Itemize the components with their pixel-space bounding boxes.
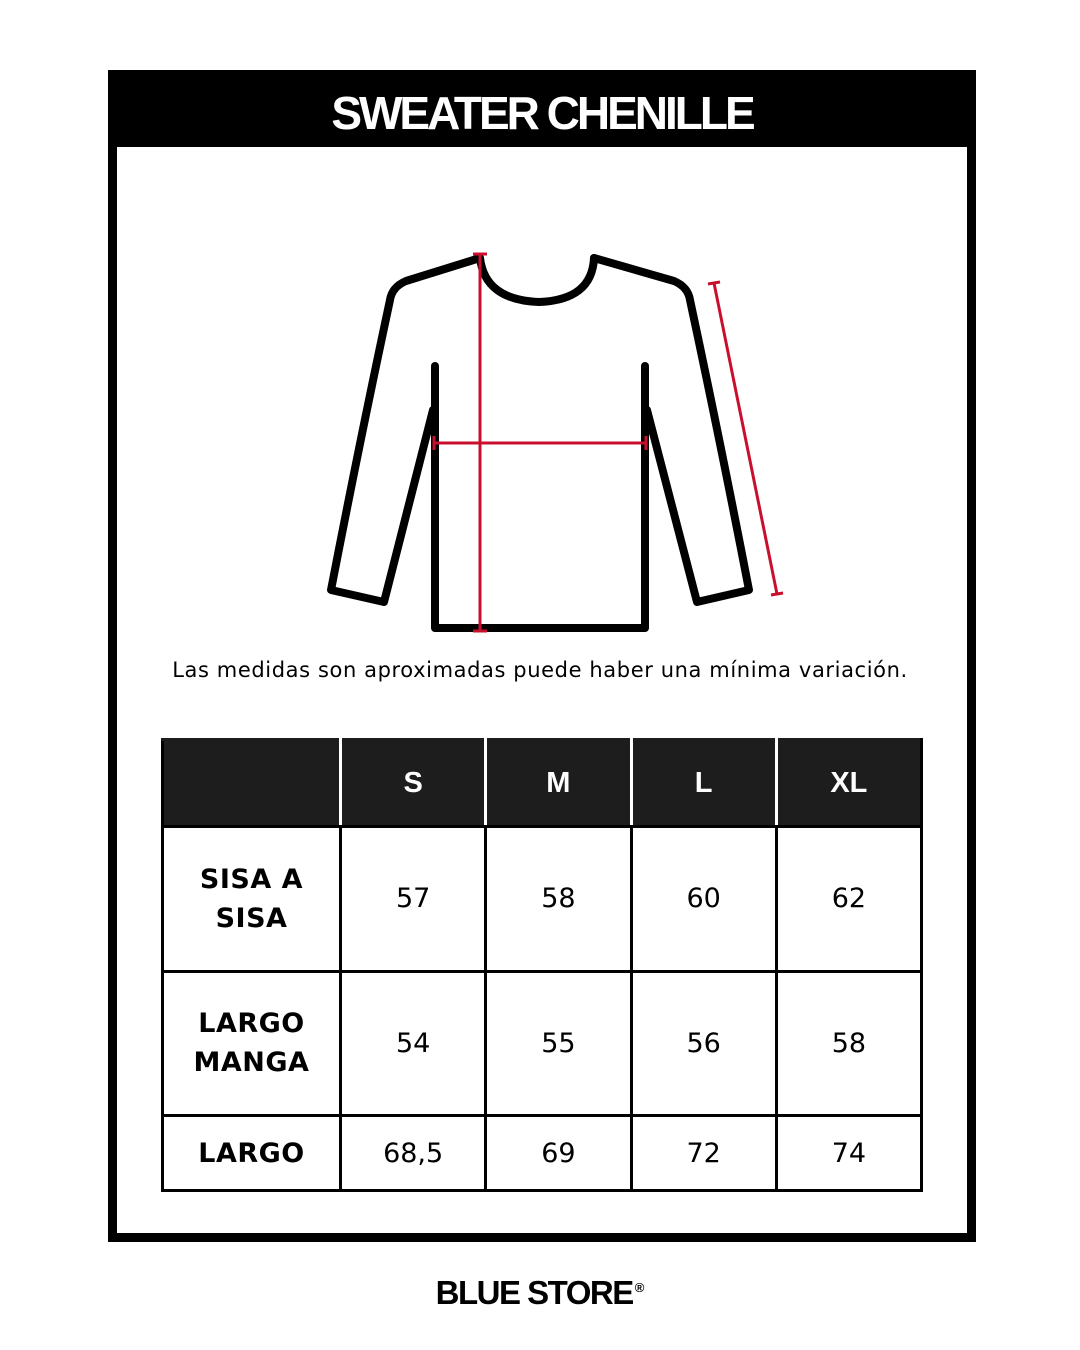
table-row bbox=[163, 1116, 922, 1191]
table-cell: 62 bbox=[776, 827, 921, 972]
brand-logo bbox=[0, 1274, 1080, 1312]
row-label-largo: LARGO bbox=[163, 1116, 341, 1191]
size-header-xl: XL bbox=[776, 740, 921, 827]
sleeve-measure-line bbox=[714, 283, 777, 594]
size-header-s: S bbox=[341, 740, 486, 827]
sweater-neck-outline bbox=[480, 258, 594, 302]
brand-name: BLUE STORE bbox=[435, 1274, 633, 1311]
title-bar bbox=[117, 79, 967, 147]
size-table bbox=[161, 738, 923, 1192]
row-label-largo-manga: LARGO MANGA bbox=[163, 971, 341, 1116]
table-cell: 69 bbox=[486, 1116, 631, 1191]
table-cell: 56 bbox=[631, 971, 776, 1116]
table-row bbox=[163, 827, 922, 972]
table-cell: 68,5 bbox=[341, 1116, 486, 1191]
size-header-m: M bbox=[486, 740, 631, 827]
size-header-row bbox=[163, 740, 922, 827]
row-label-sisa: SISA A SISA bbox=[163, 827, 341, 972]
sweater-body-outline bbox=[435, 366, 645, 628]
table-cell: 54 bbox=[341, 971, 486, 1116]
table-cell: 58 bbox=[776, 971, 921, 1116]
table-row bbox=[163, 971, 922, 1116]
table-cell: 55 bbox=[486, 971, 631, 1116]
table-cell: 57 bbox=[341, 827, 486, 972]
table-cell: 74 bbox=[776, 1116, 921, 1191]
size-header-l: L bbox=[631, 740, 776, 827]
table-cell: 58 bbox=[486, 827, 631, 972]
measurement-note: Las medidas son aproximadas puede haber una mínima variación. bbox=[172, 658, 908, 682]
sweater-left-sleeve bbox=[331, 258, 480, 602]
table-cell: 72 bbox=[631, 1116, 776, 1191]
table-cell: 60 bbox=[631, 827, 776, 972]
sweater-diagram-icon bbox=[314, 240, 794, 640]
registered-mark: ® bbox=[634, 1280, 645, 1295]
page-title: SWEATER CHENILLE bbox=[331, 87, 753, 139]
corner-cell bbox=[163, 740, 341, 827]
sweater-right-sleeve bbox=[594, 258, 749, 602]
